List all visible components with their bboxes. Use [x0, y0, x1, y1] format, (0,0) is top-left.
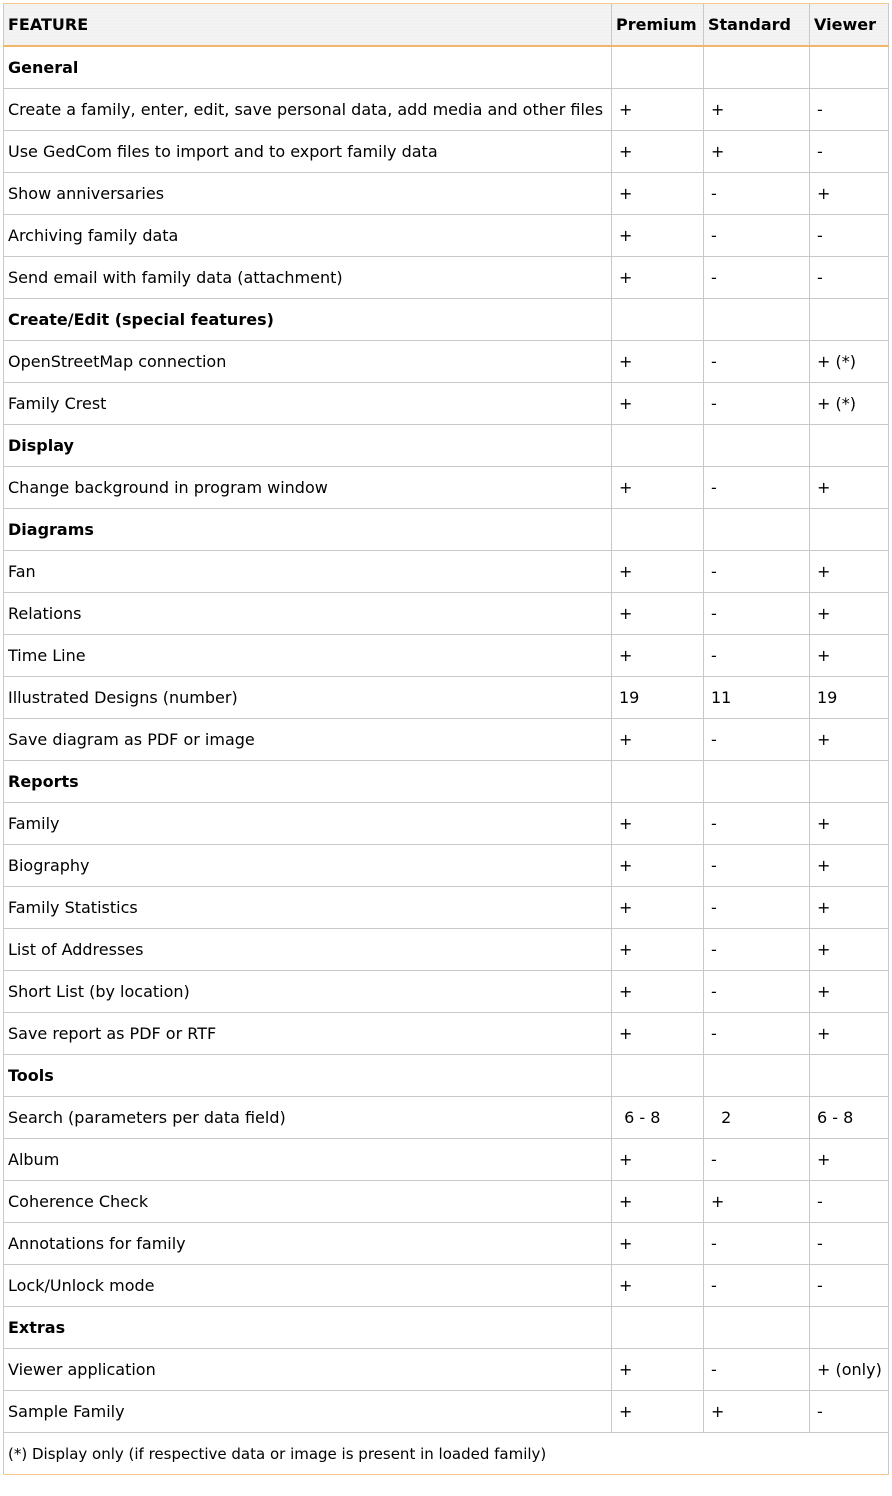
standard-cell: - — [704, 845, 810, 887]
viewer-cell: + — [810, 845, 889, 887]
viewer-cell: + — [810, 971, 889, 1013]
viewer-cell: + (*) — [810, 383, 889, 425]
table-body — [4, 46, 889, 1433]
table-row — [4, 551, 889, 593]
feature-cell: List of Addresses — [4, 929, 612, 971]
standard-cell: - — [704, 383, 810, 425]
table-row — [4, 971, 889, 1013]
standard-cell: - — [704, 257, 810, 299]
section-title: General — [4, 46, 612, 89]
viewer-cell: + — [810, 1139, 889, 1181]
feature-cell: Create a family, enter, edit, save personal data, add media and other files — [4, 89, 612, 131]
table-row — [4, 89, 889, 131]
viewer-cell — [810, 46, 889, 89]
premium-cell: + — [612, 929, 704, 971]
table-row — [4, 593, 889, 635]
viewer-cell: + — [810, 803, 889, 845]
premium-cell: + — [612, 1349, 704, 1391]
feature-cell: Family Statistics — [4, 887, 612, 929]
feature-cell: Coherence Check — [4, 1181, 612, 1223]
standard-cell: - — [704, 551, 810, 593]
standard-cell: - — [704, 1265, 810, 1307]
standard-cell — [704, 509, 810, 551]
table-row — [4, 1265, 889, 1307]
section-title: Display — [4, 425, 612, 467]
section-row — [4, 509, 889, 551]
premium-cell: + — [612, 845, 704, 887]
standard-cell: - — [704, 341, 810, 383]
standard-cell: - — [704, 215, 810, 257]
viewer-cell — [810, 1307, 889, 1349]
standard-cell: - — [704, 1223, 810, 1265]
feature-cell: Short List (by location) — [4, 971, 612, 1013]
standard-cell: + — [704, 89, 810, 131]
section-row — [4, 1307, 889, 1349]
header-premium: Premium — [612, 4, 704, 47]
feature-cell: OpenStreetMap connection — [4, 341, 612, 383]
premium-cell — [612, 1055, 704, 1097]
footnote-row — [4, 1433, 889, 1475]
standard-cell — [704, 299, 810, 341]
table-header — [4, 4, 889, 47]
table-row — [4, 1349, 889, 1391]
viewer-cell: + — [810, 593, 889, 635]
viewer-cell: + — [810, 635, 889, 677]
section-title: Diagrams — [4, 509, 612, 551]
feature-cell: Viewer application — [4, 1349, 612, 1391]
standard-cell: - — [704, 635, 810, 677]
standard-cell: 11 — [704, 677, 810, 719]
feature-cell: Relations — [4, 593, 612, 635]
standard-cell: - — [704, 1013, 810, 1055]
viewer-cell — [810, 1055, 889, 1097]
standard-cell: + — [704, 1181, 810, 1223]
feature-cell: Time Line — [4, 635, 612, 677]
feature-cell: Biography — [4, 845, 612, 887]
standard-cell: - — [704, 929, 810, 971]
viewer-cell: + — [810, 887, 889, 929]
viewer-cell: + (only) — [810, 1349, 889, 1391]
viewer-cell — [810, 509, 889, 551]
section-title: Reports — [4, 761, 612, 803]
table-row — [4, 131, 889, 173]
premium-cell — [612, 509, 704, 551]
viewer-cell: - — [810, 1265, 889, 1307]
premium-cell: + — [612, 593, 704, 635]
table-row — [4, 845, 889, 887]
table-row — [4, 929, 889, 971]
feature-cell: Use GedCom files to import and to export family data — [4, 131, 612, 173]
section-title: Extras — [4, 1307, 612, 1349]
feature-comparison-table — [3, 3, 889, 1475]
viewer-cell: - — [810, 257, 889, 299]
standard-cell: - — [704, 1349, 810, 1391]
table-row — [4, 803, 889, 845]
premium-cell: + — [612, 1223, 704, 1265]
premium-cell — [612, 425, 704, 467]
feature-cell: Change background in program window — [4, 467, 612, 509]
viewer-cell: + — [810, 173, 889, 215]
premium-cell: + — [612, 215, 704, 257]
standard-cell: - — [704, 1139, 810, 1181]
standard-cell: 2 — [704, 1097, 810, 1139]
section-title: Create/Edit (special features) — [4, 299, 612, 341]
feature-comparison — [3, 3, 888, 1475]
section-row — [4, 761, 889, 803]
standard-cell — [704, 1307, 810, 1349]
premium-cell: + — [612, 1181, 704, 1223]
feature-cell: Sample Family — [4, 1391, 612, 1433]
viewer-cell: - — [810, 89, 889, 131]
premium-cell — [612, 761, 704, 803]
premium-cell — [612, 299, 704, 341]
section-row — [4, 425, 889, 467]
standard-cell — [704, 46, 810, 89]
standard-cell: - — [704, 887, 810, 929]
table-row — [4, 383, 889, 425]
premium-cell: 19 — [612, 677, 704, 719]
standard-cell — [704, 1055, 810, 1097]
premium-cell: + — [612, 1139, 704, 1181]
standard-cell: + — [704, 131, 810, 173]
premium-cell: + — [612, 803, 704, 845]
table-row — [4, 677, 889, 719]
standard-cell: + — [704, 1391, 810, 1433]
premium-cell: + — [612, 971, 704, 1013]
viewer-cell: - — [810, 1181, 889, 1223]
feature-cell: Lock/Unlock mode — [4, 1265, 612, 1307]
feature-cell: Family — [4, 803, 612, 845]
premium-cell: + — [612, 887, 704, 929]
viewer-cell — [810, 299, 889, 341]
viewer-cell: 19 — [810, 677, 889, 719]
premium-cell: + — [612, 1391, 704, 1433]
feature-cell: Send email with family data (attachment) — [4, 257, 612, 299]
premium-cell: + — [612, 341, 704, 383]
viewer-cell: - — [810, 1223, 889, 1265]
standard-cell: - — [704, 467, 810, 509]
standard-cell — [704, 425, 810, 467]
premium-cell: + — [612, 467, 704, 509]
viewer-cell: - — [810, 1391, 889, 1433]
standard-cell — [704, 761, 810, 803]
viewer-cell: 6 - 8 — [810, 1097, 889, 1139]
section-row — [4, 46, 889, 89]
table-footer — [4, 1433, 889, 1475]
feature-cell: Fan — [4, 551, 612, 593]
table-row — [4, 341, 889, 383]
premium-cell: + — [612, 89, 704, 131]
table-row — [4, 1013, 889, 1055]
premium-cell: + — [612, 635, 704, 677]
table-row — [4, 1223, 889, 1265]
feature-cell: Illustrated Designs (number) — [4, 677, 612, 719]
feature-cell: Album — [4, 1139, 612, 1181]
table-row — [4, 887, 889, 929]
viewer-cell — [810, 425, 889, 467]
viewer-cell: + — [810, 719, 889, 761]
premium-cell: + — [612, 173, 704, 215]
table-row — [4, 1181, 889, 1223]
table-row — [4, 1097, 889, 1139]
header-standard: Standard — [704, 4, 810, 47]
premium-cell: + — [612, 1265, 704, 1307]
table-row — [4, 215, 889, 257]
standard-cell: - — [704, 803, 810, 845]
feature-cell: Search (parameters per data field) — [4, 1097, 612, 1139]
header-viewer: Viewer — [810, 4, 889, 47]
viewer-cell: - — [810, 215, 889, 257]
premium-cell — [612, 46, 704, 89]
feature-cell: Show anniversaries — [4, 173, 612, 215]
header-feature: FEATURE — [4, 4, 612, 47]
section-title: Tools — [4, 1055, 612, 1097]
standard-cell: - — [704, 593, 810, 635]
viewer-cell: + — [810, 1013, 889, 1055]
premium-cell: + — [612, 383, 704, 425]
feature-cell: Archiving family data — [4, 215, 612, 257]
viewer-cell: - — [810, 131, 889, 173]
footnote: (*) Display only (if respective data or image is present in loaded family) — [4, 1433, 889, 1475]
viewer-cell: + — [810, 551, 889, 593]
table-row — [4, 173, 889, 215]
table-row — [4, 719, 889, 761]
premium-cell: 6 - 8 — [612, 1097, 704, 1139]
feature-cell: Annotations for family — [4, 1223, 612, 1265]
premium-cell: + — [612, 131, 704, 173]
premium-cell: + — [612, 719, 704, 761]
header-row — [4, 4, 889, 47]
premium-cell: + — [612, 1013, 704, 1055]
viewer-cell: + — [810, 467, 889, 509]
standard-cell: - — [704, 971, 810, 1013]
feature-cell: Save report as PDF or RTF — [4, 1013, 612, 1055]
standard-cell: - — [704, 719, 810, 761]
viewer-cell: + (*) — [810, 341, 889, 383]
table-row — [4, 1139, 889, 1181]
premium-cell: + — [612, 551, 704, 593]
standard-cell: - — [704, 173, 810, 215]
table-row — [4, 635, 889, 677]
feature-cell: Family Crest — [4, 383, 612, 425]
viewer-cell — [810, 761, 889, 803]
section-row — [4, 299, 889, 341]
feature-cell: Save diagram as PDF or image — [4, 719, 612, 761]
premium-cell: + — [612, 257, 704, 299]
table-row — [4, 1391, 889, 1433]
premium-cell — [612, 1307, 704, 1349]
table-row — [4, 257, 889, 299]
viewer-cell: + — [810, 929, 889, 971]
section-row — [4, 1055, 889, 1097]
table-row — [4, 467, 889, 509]
